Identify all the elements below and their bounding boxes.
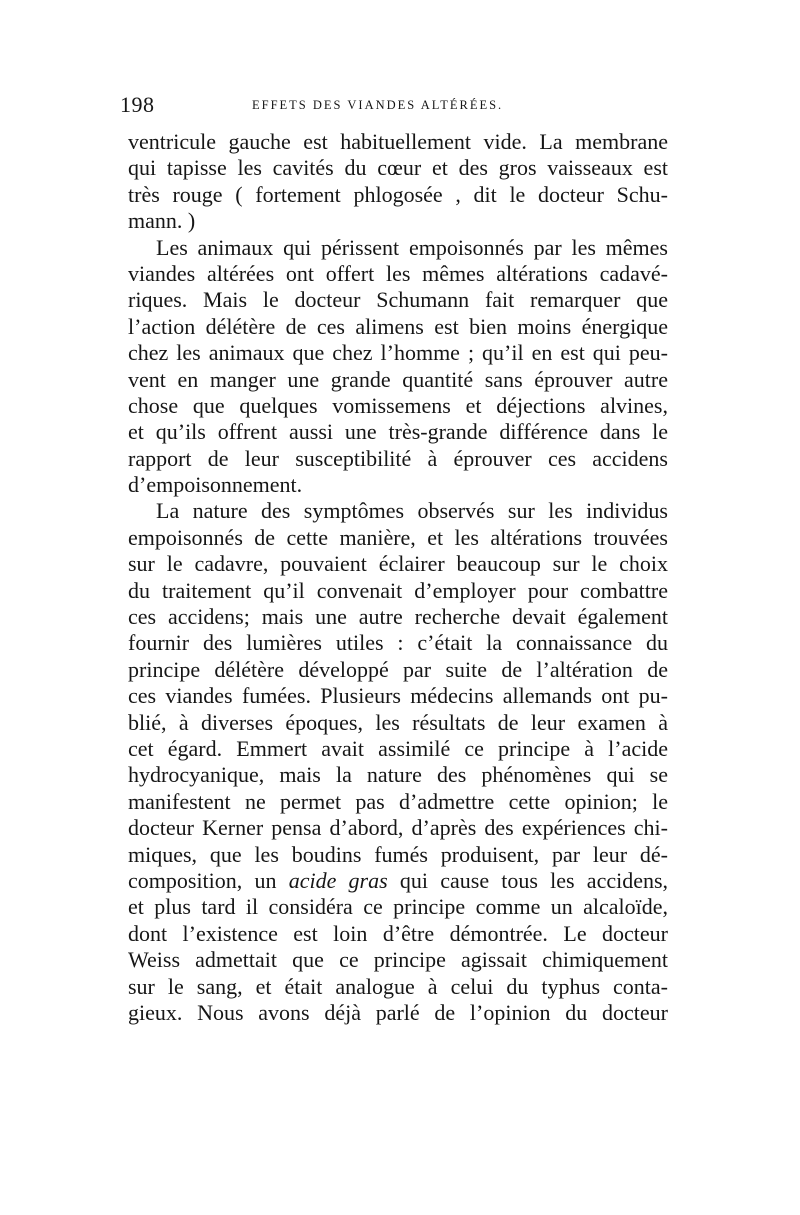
text-line: blié, à diverses époques, les résultats de leur examen à [128,709,668,735]
page-header [120,93,680,117]
text-segment: composition, un [128,867,277,893]
text-line: gieux. Nous avons déjà parlé de l’opinion du docteur [128,999,668,1025]
text-line: empoisonnés de cette manière, et les altérations trouvées [128,524,668,550]
body-text [128,129,668,1026]
text-line: du traitement qu’il convenait d’employer pour combattre [128,577,668,603]
text-line: ces viandes fumées. Plusieurs médecins allemands ont pu- [128,683,668,709]
italic-phrase: acide gras [288,867,388,893]
text-line: rapport de leur susceptibilité à éprouver ces accidens [128,445,668,471]
text-line: sur le sang, et était analogue à celui du typhus conta- [128,973,668,999]
text-line: fournir des lumières utiles : c’était la connaissance du [128,630,668,656]
text-line: manifestent ne permet pas d’admettre cette opinion; le [128,788,668,814]
text-line: chez les animaux que chez l’homme ; qu’il en est qui peu- [128,340,668,366]
text-line: vent en manger une grande quantité sans éprouver autre [128,366,668,392]
text-line: ventricule gauche est habituellement vide. La membrane [128,129,668,154]
text-line: d’empoisonnement. [128,472,303,498]
text-line: qui tapisse les cavités du cœur et des gros vaisseaux est [128,155,668,181]
paragraph-first-line: Les animaux qui périssent empoisonnés par les mêmes [156,234,668,260]
text-line: principe délétère développé par suite de l’altération de [128,656,668,682]
text-line: miques, que les boudins fumés produisent, par leur dé- [128,841,668,867]
text-line: très rouge ( fortement phlogosée , dit le docteur Schu- [128,181,668,207]
text-line: ces accidens; mais une autre recherche devait également [128,604,668,630]
text-line: sur le cadavre, pouvaient éclairer beaucoup sur le choix [128,551,668,577]
running-head: EFFETS DES VIANDES ALTÉRÉES. [252,98,504,112]
text-segment: qui cause tous les accidens, [399,867,668,893]
text-line: hydrocyanique, mais la nature des phénomènes qui se [128,762,668,788]
text-line: viandes altérées ont offert les mêmes altérations cadavé- [128,260,668,286]
text-line: Weiss admettait que ce principe agissait chimiquement [128,947,668,973]
text-line: chose que quelques vomissemens et déjections alvines, [128,392,668,418]
text-line: mann. ) [128,208,196,234]
text-line: et qu’ils offrent aussi une très-grande différence dans le [128,419,668,445]
text-line: et plus tard il considéra ce principe comme un alcaloïde, [128,894,668,920]
page-number: 198 [120,92,155,117]
text-line-with-italic [128,868,668,894]
text-line: dont l’existence est loin d’être démontrée. Le docteur [128,920,668,946]
text-line: docteur Kerner pensa d’abord, d’après des expériences chi- [128,815,668,841]
text-line: riques. Mais le docteur Schumann fait remarquer que [128,287,668,313]
text-line: l’action délétère de ces alimens est bien moins énergique [128,313,668,339]
text-line: cet égard. Emmert avait assimilé ce principe à l’acide [128,735,668,761]
paragraph-first-line: La nature des symptômes observés sur les individus [156,498,668,524]
